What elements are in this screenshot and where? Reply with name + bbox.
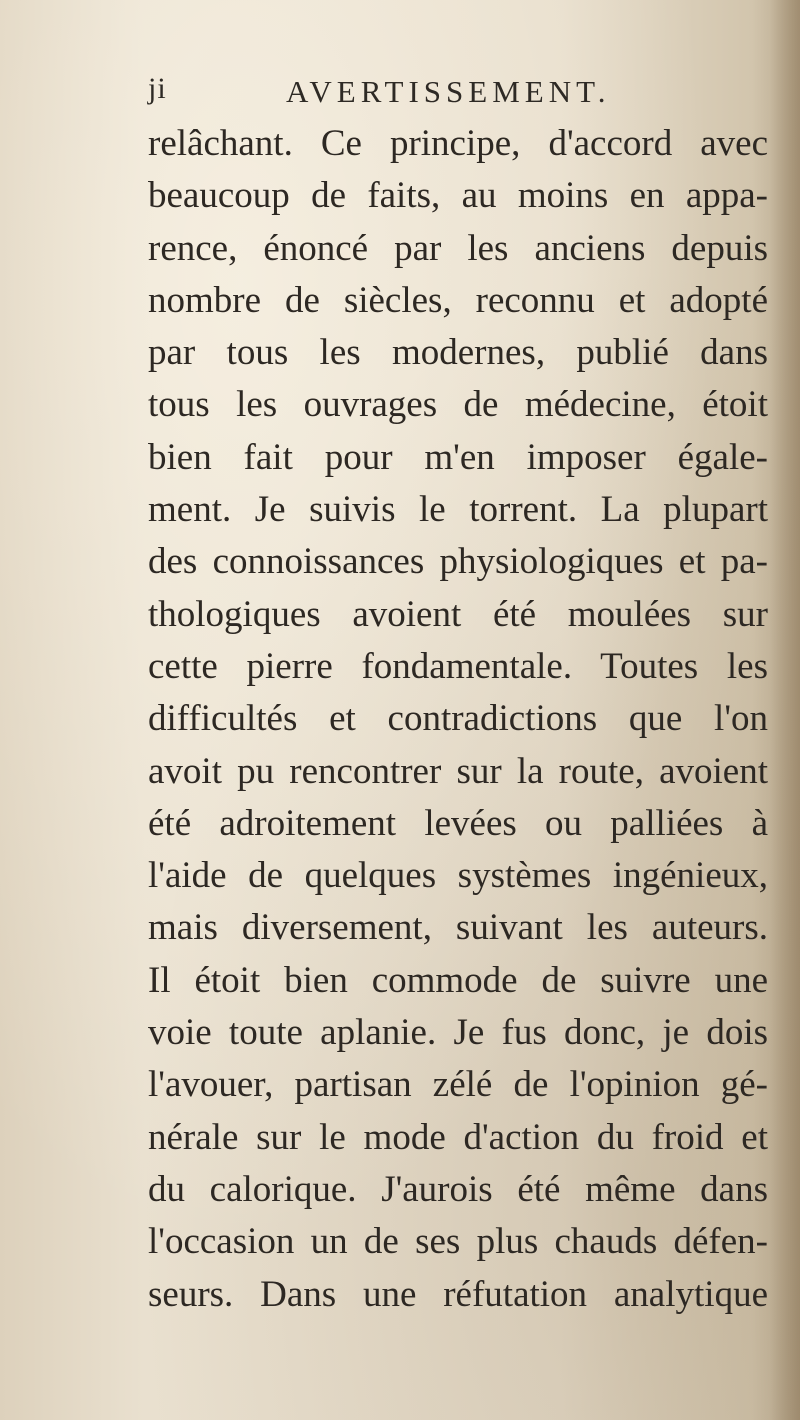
text-line: rence, énoncé par les anciens depuis [148,227,768,269]
text-line: thologiques avoient été moulées sur [148,593,768,635]
text-line: nombre de siècles, reconnu et adopté [148,279,768,321]
text-line: l'occasion un de ses plus chauds défen- [148,1221,768,1263]
text-line: bien fait pour m'en imposer égale- [148,436,768,478]
text-line: relâchant. Ce principe, d'accord avec [148,123,768,164]
text-line: voie toute aplanie. Je fus donc, je dois [148,1012,768,1054]
text-line: beaucoup de faits, au moins en appa- [148,175,768,217]
text-line: ment. Je suivis le torrent. La plupart [148,489,768,531]
text-line: nérale sur le mode d'action du froid et [148,1116,768,1158]
page-number: ji [148,72,167,105]
text-line: l'aide de quelques systèmes ingénieux, [148,855,768,897]
running-title: AVERTISSEMENT. [286,74,611,109]
text-line: l'avouer, partisan zélé de l'opinion gé- [148,1064,768,1106]
text-line: Il étoit bien commode de suivre une [148,959,768,1001]
text-line: cette pierre fondamentale. Toutes les [148,645,768,687]
body-text [148,118,768,1321]
page-edge-shadow [770,0,800,1420]
text-line: avoit pu rencontrer sur la route, avoient [148,750,768,792]
text-line: seurs. Dans une réfutation analytique [148,1273,768,1315]
text-line: mais diversement, suivant les auteurs. [148,907,768,949]
text-line: du calorique. J'aurois été même dans [148,1168,768,1210]
page-header [148,64,788,114]
text-line: été adroitement levées ou palliées à [148,802,768,844]
text-line: par tous les modernes, publié dans [148,332,768,374]
text-line: tous les ouvrages de médecine, étoit [148,384,768,426]
text-line: des connoissances physiologiques et pa- [148,541,768,583]
text-line: difficultés et contradictions que l'on [148,698,768,740]
